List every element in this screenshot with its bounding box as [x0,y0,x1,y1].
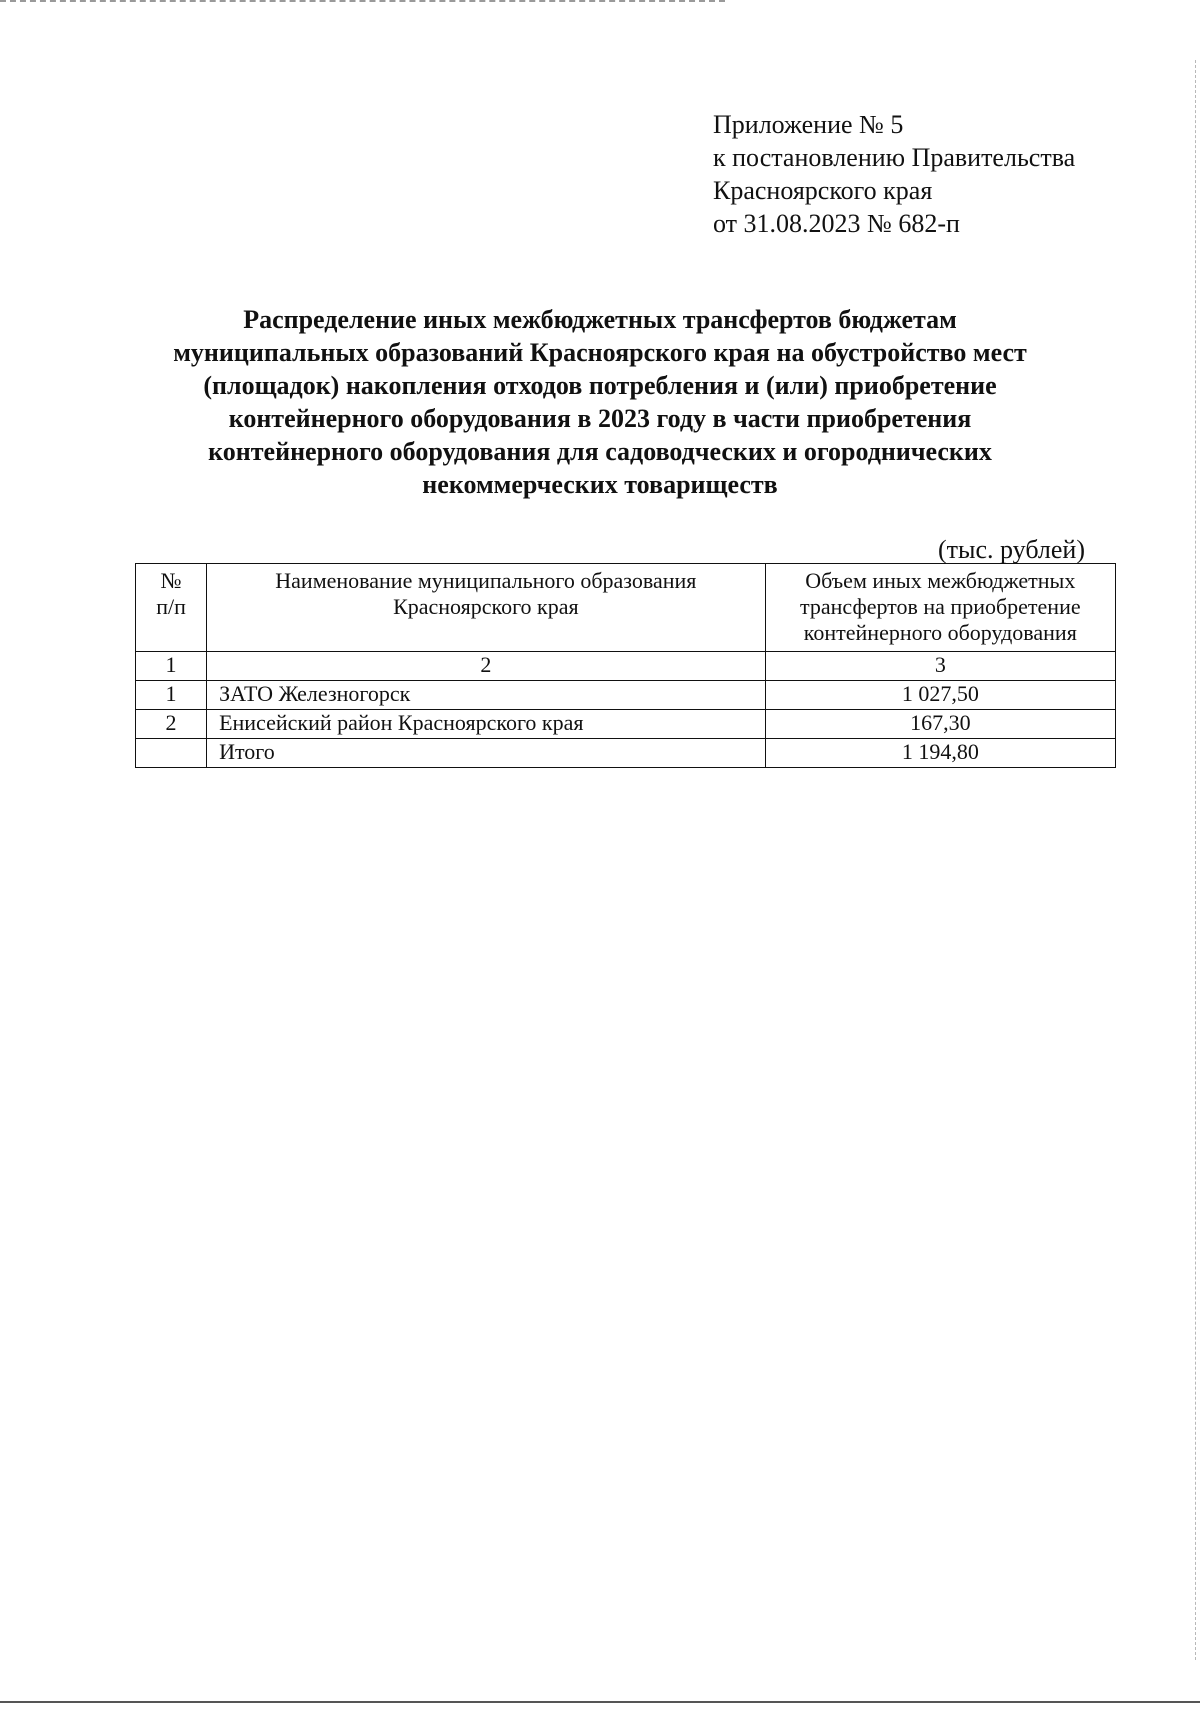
appendix-line: Красноярского края [713,176,933,205]
title-line: муниципальных образований Красноярского края на обустройство мест [173,338,1027,367]
table-row [136,710,1116,739]
row-name: Енисейский район Красноярского края [207,710,766,739]
title-line: контейнерного оборудования для садоводческих и огороднических [208,437,992,466]
header-num-line: п/п [156,594,186,619]
table-row [136,681,1116,710]
row-num: 1 [136,681,207,710]
header-volume-line: Объем иных межбюджетных [805,568,1076,593]
total-volume: 1 194,80 [765,739,1115,768]
total-num [136,739,207,768]
column-number-cell: 1 [136,652,207,681]
appendix-block [713,108,1075,240]
table-header-row [136,564,1116,652]
appendix-line: от 31.08.2023 № 682-п [713,209,960,238]
header-num [136,564,207,652]
header-volume-line: контейнерного оборудования [803,620,1077,645]
distribution-table [135,563,1116,768]
header-num-line: № [160,568,182,593]
header-name-line: Наименование муниципального образования [275,568,697,593]
row-volume: 167,30 [765,710,1115,739]
scan-edge-right [1195,60,1196,1660]
title-line: Распределение иных межбюджетных трансфертов бюджетам [243,305,957,334]
row-name: ЗАТО Железногорск [207,681,766,710]
appendix-line: к постановлению Правительства [713,143,1076,172]
units-label: (тыс. рублей) [937,535,1085,564]
row-volume: 1 027,50 [765,681,1115,710]
header-volume-line: трансфертов на приобретение [799,594,1081,619]
header-name [207,564,766,652]
column-number-row [136,652,1116,681]
table-total-row [136,739,1116,768]
total-label: Итого [207,739,766,768]
scan-edge-top [0,0,725,3]
title-line: некоммерческих товариществ [422,470,778,499]
column-number-cell: 3 [765,652,1115,681]
scan-edge-bottom [0,1701,1200,1703]
row-num: 2 [136,710,207,739]
document-title [120,303,1080,501]
header-name-line: Красноярского края [393,594,579,619]
title-line: (площадок) накопления отходов потребления и (или) приобретение [203,371,997,400]
column-number-cell: 2 [207,652,766,681]
header-volume [765,564,1115,652]
title-line: контейнерного оборудования в 2023 году в части приобретения [228,404,972,433]
appendix-line: Приложение № 5 [713,110,904,139]
